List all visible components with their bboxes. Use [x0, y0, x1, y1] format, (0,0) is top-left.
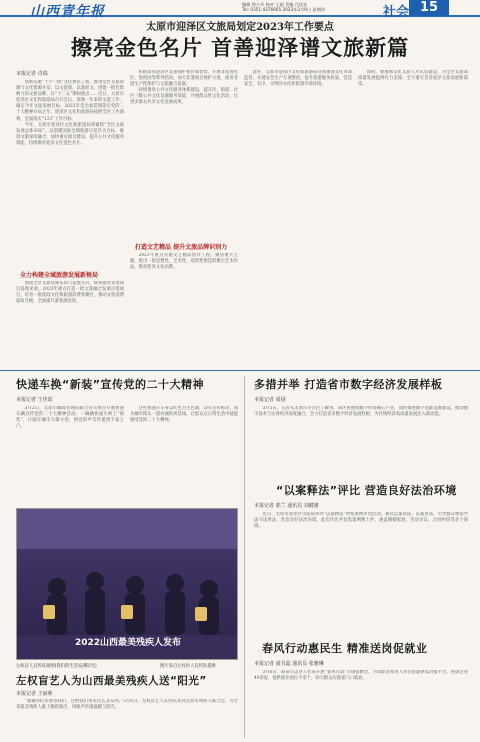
photo-banner: 2022山西最美残疾人发布 — [74, 638, 182, 648]
lead-col-3 — [244, 70, 352, 365]
story-a-col-1 — [16, 406, 124, 504]
lead-col-4 — [358, 70, 468, 365]
photo-caption-right: 图片来自左权县人宣传队提供 — [160, 664, 216, 669]
lead-col-1b — [16, 281, 124, 365]
editor-line: 编辑 徐小芳 校对 王丽 美编 吕佳宏 — [242, 2, 308, 7]
lead-col-1 — [16, 80, 124, 266]
section-name: 社会 — [383, 5, 410, 20]
news-photo — [16, 508, 238, 660]
story-d-para: “感谢你们来看望我们，还给我们带来这么多东西。”3月6日，左权盲艺人宣传队来到太原市残疾人联合会，为全省最美残疾人献上精彩演出，用歌声传递温暖与阳光。 — [16, 699, 238, 711]
story-d-title: 左权盲艺人为山西最美残疾人送“阳光” — [16, 675, 207, 687]
story-b-title: 多措并举 打造省市数字经济发展样板 — [254, 378, 443, 391]
column-divider — [244, 376, 245, 738]
story-c-byline: 本报记者 郭兰 通讯员 刘健雄 — [254, 503, 319, 509]
date-line: Tel: 0351-4376665 2023年3月9日 星期四 — [242, 7, 325, 13]
story-e-text — [254, 670, 468, 738]
lead-byline: 本报记者 肖瑞 — [16, 71, 48, 77]
masthead-meta — [242, 2, 325, 12]
lead-col-2b — [130, 253, 238, 365]
story-e-byline: 本报记者 聂书蕊 通讯员 张雅琳 — [254, 661, 324, 667]
story-b-para: 3月1日，记者从太原市小店区了解到，该区将围绕数字经济核心产业，加快推进数字基础设施建设，推动数字技术与实体经济深度融合，全力打造省市数字经济发展样板，为区域经济高质量发展注入新动能。 — [254, 406, 468, 418]
story-e-para: 3月6日，阳泉市盂县人社局开展“春风行动”专场招聘会，为求职者和用人单位搭建供需对接平台，进场企业40余家，提供就业岗位千余个，助力群众实现家门口就业。 — [254, 670, 468, 682]
story-c-text — [254, 512, 468, 632]
story-d-text — [16, 699, 238, 739]
lead-col3-para: 积极发挥迎泽区非遗保护和传承优势，开展非遗进社区、进校园等系列活动，加大非遗项目保护力度，推进非遗生产性保护与文旅融合发展。 — [130, 70, 238, 88]
story-e-title: 春风行动惠民生 精准送岗促就业 — [262, 642, 428, 655]
lead-col1-para: 今年，太原市迎泽区文化和旅游局将紧抓“全区文旅发展总体布局”，以创建国家全域旅游示范区为目标，推进文旅深度融合，加快重点项目建设，提升公共文化服务效能，持续擦亮迎泽文化金色名片。 — [16, 122, 124, 146]
lead-col2b-para: 2023年重点实施文艺精品创作工程，聚焦重大主题，推出一批思想性、艺术性、观赏性俱佳的舞台艺术作品，擦亮迎泽文化品牌。 — [130, 253, 238, 271]
story-b-text — [254, 406, 468, 472]
story-a-para: 3月2日，太原市邮政管理局联合有关单位开展快递车辆宣传党的二十大精神活动，一辆辆快递车换上“新装”，行驶在城市大街小巷，将党的声音传递到千家万户。 — [16, 406, 124, 430]
masthead — [0, 0, 480, 20]
lead-col3-para: 持续推进公共文化服务体系建设，提升区、街道、社区三级公共文化设施服务效能，开展群众性文化活动，让更多群众共享文化发展成果。 — [130, 88, 238, 106]
story-c-title: “以案释法”评比 营造良好法治环境 — [276, 484, 457, 497]
lead-col4-para: 此外，太原市迎泽区文化和旅游局还将加强文化市场监管，开展安全生产专项整治，提升旅游服务质量，营造安全、有序、文明的文化和旅游市场环境。 — [244, 70, 352, 88]
lead-col-2 — [130, 70, 238, 240]
lead-col4b-para: 同时，要加强文化文旅人才队伍建设，为全区文旅高质量发展提供有力支撑，全力谱写首善迎泽文旅发展新篇章。 — [358, 70, 468, 88]
story-a-byline: 本报记者 王佳瑶 — [16, 397, 53, 403]
story-a-para: 这些快递车车身以红色为主色调，印有宣传标语，成为城市街头一道亮丽的风景线，让群众在日常生活中就能感受党的二十大精神。 — [130, 406, 238, 424]
story-b-byline: 本报记者 周扬 — [254, 397, 286, 403]
lead-col1-para: 创新实施“十个一批”文化惠民工程，推进全区文旅资源与文化资源开发；以文促旅，以旅彰文，创建一批有影响力的文旅品牌，在“十二五”期间重点……近日，太原市迎泽区文化和旅游局召开会议，部署一年来的文旅工作，确定今年文旅发展目标。2022年是全面贯彻落实党的二十大精神开局之年，迎泽区文化和旅游局按照全区工作部署，全面落实“123”工作目标。 — [16, 80, 124, 122]
story-c-para: 近日，太原市迎泽区司法局举办“以案释法”典型案例评比活动，通过以案说法、以案普法，引导群众尊法学法守法用法，营造良好法治环境。此次评比共征集案例数十件，涵盖婚姻家庭、劳动争议、合同纠纷等多个领域。 — [254, 512, 468, 530]
newspaper-logo: 山西青年报 — [30, 4, 105, 20]
story-a-col-2 — [130, 406, 238, 504]
story-a-title: 快递车换“新装”宣传党的二十大精神 — [16, 378, 204, 391]
lead-col2-para: 围绕全区文旅资源布局与发展方向，统筹推进各类项目落地见效。2023年重点打造一批文旅融合发展示范项目，培育一批夜间文化和旅游消费集聚区，推动文旅消费提质升级，全面提升游客满意度。 — [16, 281, 124, 305]
section-divider — [0, 370, 480, 372]
page-number: 15 — [409, 0, 449, 16]
story-d-byline: 本报记者 王丽莉 — [16, 691, 53, 697]
photo-caption-left: 左权盲人宣传队演唱(我们的生活充满阳光) — [16, 664, 97, 669]
lead-subhead-2: 打造文艺精品 提升文旅品牌识别力 — [135, 244, 228, 251]
lead-title: 擦亮金色名片 首善迎泽谱文旅新篇 — [70, 36, 410, 60]
lead-subhead-1: 全力构建全域旅游发展新格局 — [20, 272, 99, 279]
lead-subtitle: 太原市迎泽区文旅局划定2023年工作要点 — [146, 22, 334, 33]
